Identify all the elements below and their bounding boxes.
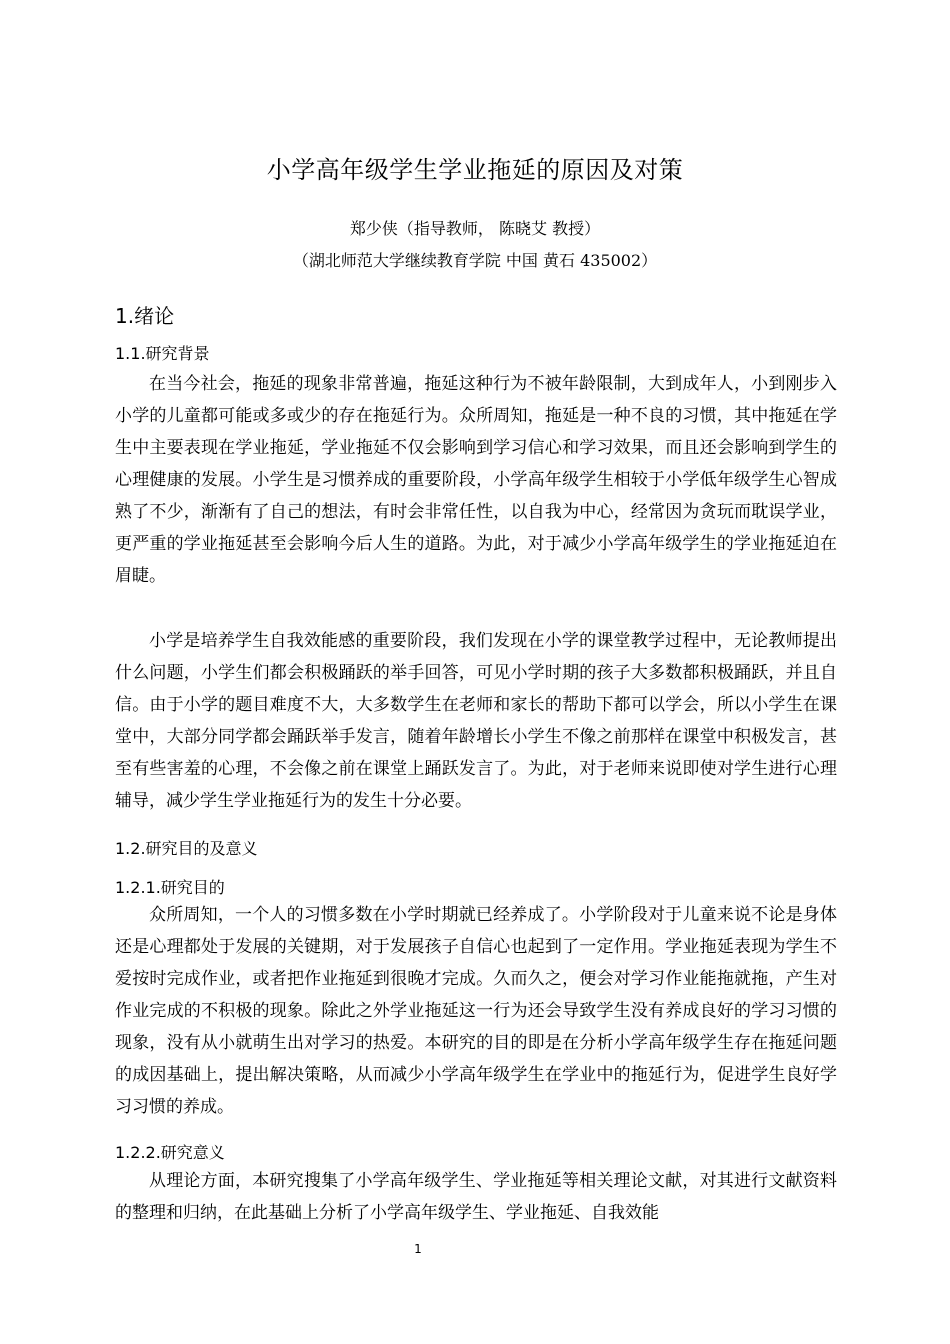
significance-paragraph: 从理论方面，本研究搜集了小学高年级学生、学业拖延等相关理论文献，对其进行文献资料的整理和归纳，在此基础上分析了小学高年级学生、学业拖延、自我效能 (115, 1171, 837, 1223)
purpose-paragraph: 众所周知，一个人的习惯多数在小学时期就已经养成了。小学阶段对于儿童来说不论是身体还是心理都处于发展的关键期，对于发展孩子自信心也起到了一定作用。学业拖延表现为学生不爱按时完成作业，或者把作业拖延到很晚才完成。久而久之，便会对学习作业能拖就拖，产生对作业完成的不积极的现象。除此之外学业拖延这一行为还会导致学生没有养成良好的学习习惯的现象，没有从小就萌生出对学习的热爱。本研究的目的即是在分析小学高年级学生存在拖延问题的成因基础上，提出解决策略，从而减少小学高年级学生在学业中的拖延行为，促进学生良好学习习惯的养成。 (115, 905, 837, 1117)
background-paragraph-2: 小学是培养学生自我效能感的重要阶段，我们发现在小学的课堂教学过程中，无论教师提出什么问题，小学生们都会积极踊跃的举手回答，可见小学时期的孩子大多数都积极踊跃，并且自信。由于小学的题目难度不大，大多数学生在老师和家长的帮助下都可以学会，所以小学生在课堂中，大部分同学都会踊跃举手发言，随着年龄增长小学生不像之前那样在课堂中积极发言，甚至有些害羞的心理，不会像之前在课堂上踊跃发言了。为此，对于老师来说即使对学生进行心理辅导，减少学生学业拖延行为的发生十分必要。 (115, 631, 837, 811)
background-paragraph-1: 在当今社会，拖延的现象非常普遍，拖延这种行为不被年龄限制，大到成年人，小到刚步入小学的儿童都可能或多或少的存在拖延行为。众所周知，拖延是一种不良的习惯，其中拖延在学生中主要表现在学业拖延，学业拖延不仅会影响到学习信心和学习效果，而且还会影响到学生的心理健康的发展。小学生是习惯养成的重要阶段，小学高年级学生相较于小学低年级学生心智成熟了不少，渐渐有了自己的想法，有时会非常任性，以自我为中心，经常因为贪玩而耽误学业，更严重的学业拖延甚至会影响今后人生的道路。为此，对于减少小学高年级学生的学业拖延迫在眉睫。 (115, 374, 837, 586)
subsubsection-heading-purpose: 1.2.1.研究目的 (115, 878, 225, 897)
section-heading-introduction: 1.绪论 (115, 304, 175, 328)
page-number: 1 (414, 1242, 422, 1256)
subsubsection-heading-significance: 1.2.2.研究意义 (115, 1143, 225, 1162)
paper-title: 小学高年级学生学业拖延的原因及对策 (266, 156, 684, 184)
affiliation-line: （湖北师范大学继续教育学院 中国 黄石 435002） (292, 251, 658, 270)
author-line: 郑少侠（指导教师， 陈晓艾 教授） (349, 219, 601, 238)
subsection-heading-background: 1.1.研究背景 (115, 344, 210, 363)
subsection-heading-purpose-significance: 1.2.研究目的及意义 (115, 839, 258, 858)
